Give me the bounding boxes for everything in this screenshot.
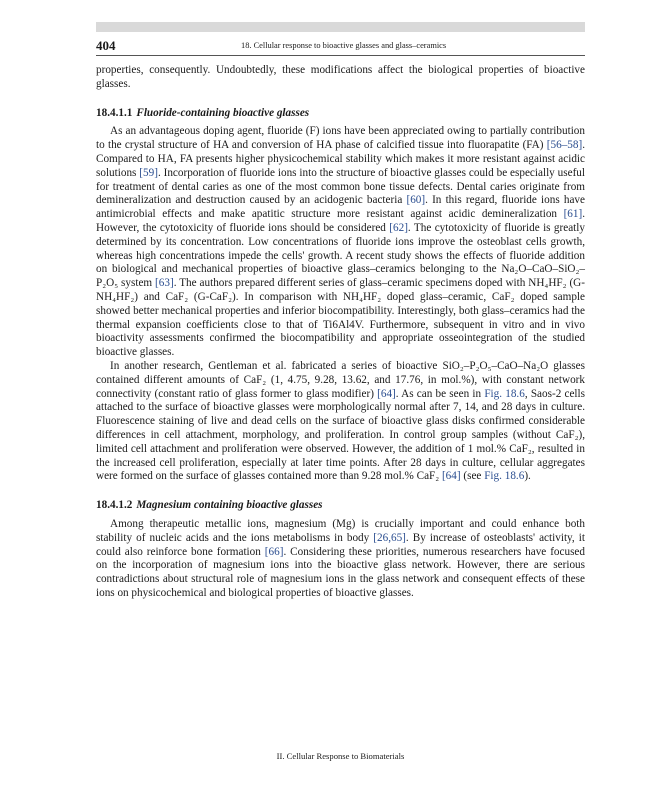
running-header — [96, 37, 585, 56]
citation-link[interactable]: [66] — [264, 545, 284, 558]
citation-link[interactable]: [64] — [441, 470, 461, 483]
section-heading-fluoride — [96, 107, 585, 121]
citation-link[interactable]: [26,65] — [373, 531, 406, 544]
section-number: 18.4.1.1 — [96, 106, 133, 119]
citation-link[interactable]: [64] — [377, 387, 396, 400]
figure-link[interactable]: Fig. 18.6 — [484, 470, 525, 483]
citation-link[interactable]: [60] — [406, 194, 426, 207]
page-content — [96, 64, 585, 601]
citation-link[interactable]: [63] — [155, 277, 174, 290]
chapter-title: 18. Cellular response to bioactive glasses and glass–ceramics — [241, 41, 447, 50]
figure-link[interactable]: Fig. 18.6 — [484, 387, 525, 400]
citation-link[interactable]: [61] — [563, 208, 583, 221]
paragraph-fluoride-2: In another research, Gentleman et al. fabricated a series of bioactive SiO₂–P₂O₅–CaO–Na₂O glasses contained different amounts of CaF₂ (1, 4.75, 9.28, 13.62, and 17.76, in mol.%), with constant network connectivity (constant ratio of glass former to glass modifier) [64]. As can be seen in Fig. 18.6, Saos-2 cells attached to the surface of bioactive glasses were morphologically normal after 7, 14, and 28 days in culture. Fluorescence staining of live and dead cells on the surface of bioactive glass disks confirmed considerable differences in cell attachment, morphology, and proliferation. In control group samples (without CaF₂), limited cell attachment and proliferation were observed. However, the addition of 1 mol.% CaF₂, resulted in the increased cell proliferation, especially at later time points. After 28 days in culture, cellular aggregates were formed on the surface of glasses contained more than 9.28 mol.% CaF₂ [64] (see Fig. 18.6). — [96, 359, 585, 483]
page-footer: II. Cellular Response to Biomaterials — [276, 751, 405, 761]
header-bar — [96, 22, 585, 32]
citation-link[interactable]: [62] — [389, 221, 408, 234]
section-title: Magnesium containing bioactive glasses — [136, 499, 323, 512]
intro-paragraph: properties, consequently. Undoubtedly, these modifications affect the biological properties of bioactive glasses. — [96, 64, 585, 90]
citation-link[interactable]: [59] — [139, 166, 158, 179]
section-title: Fluoride-containing bioactive glasses — [136, 106, 310, 119]
paragraph-fluoride-1: As an advantageous doping agent, fluoride (F) ions have been appreciated owing to partially contribution to the crystal structure of HA and conversion of HA phase of calcified tissue into fluorapatite (FA) [56–58]. Compared to HA, FA presents higher physicochemical stability which makes it more resistant against acidic solutions [59]. Incorporation of fluoride ions into the structure of bioactive glasses could be especially useful for treatment of dental caries as one of the most common bone tissue defects. Dental caries originate from demineralization and destruction caused by an acidogenic bacteria [60]. In this regard, fluoride ions have antimicrobial effects and make apatitic structure more resistant against acidic demineralization [61]. However, the cytotoxicity of fluoride ions should be considered [62]. The cytotoxicity of fluoride is greatly determined by its concentration. Low concentrations of fluoride ions improve the osteoblast cells growth, whereas high concentrations impede the cells' growth. A recent study shows the effects of fluoride addition on biological and mechanical properties of bioactive glass–ceramics belonging to the Na₂O–CaO–SiO₂–P₂O₅ system [63]. The authors prepared different series of glass–ceramic specimens doped with NH₄HF₂ (G-NH₄HF₂) and CaF₂ (G-CaF₂). In comparison with NH₄HF₂ doped glass–ceramic, CaF₂ doped sample showed better mechanical properties and inferior biocompatibility. Interestingly, both glass–ceramics had the thermal expansion coefficients close to that of Ti6Al4V. Furthermore, subsequent in vitro and in vivo bioactivity assessments confirmed the biocompatibility and appropriate osseointegration of the studied bioactive glasses. — [96, 125, 585, 359]
page-number: 404 — [96, 38, 116, 53]
section-heading-magnesium — [96, 499, 585, 513]
section-number: 18.4.1.2 — [96, 499, 133, 512]
citation-link[interactable]: [56–58] — [546, 139, 583, 152]
paragraph-magnesium-1: Among therapeutic metallic ions, magnesium (Mg) is crucially important and could enhance both stability of nucleic acids and the ions metabolisms in body [26,65]. By increase of osteoblasts' activity, it could also reinforce bone formation [66]. Considering these priorities, numerous researchers have focused on the incorporation of magnesium ions into the bioactive glass network. However, there are serious contradictions about structural role of magnesium ions in the glass network and consequent effects of these ions on physicochemical and biological properties of bioactive glasses. — [96, 517, 585, 599]
